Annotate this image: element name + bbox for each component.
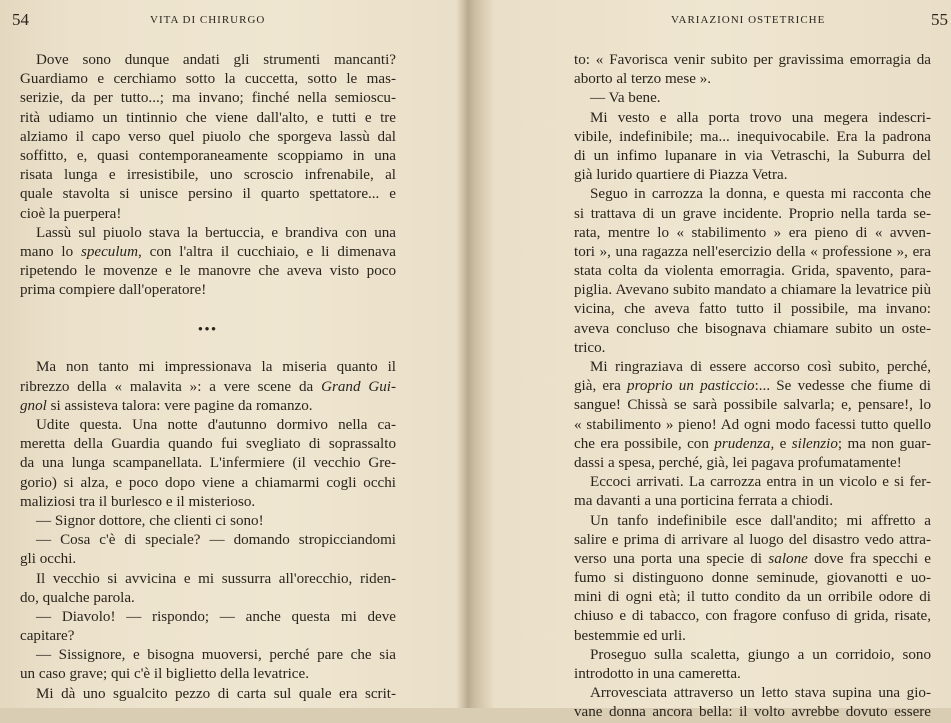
text-line: — Diavolo! — rispondo; — anche questa mi deve [36,608,396,625]
text-line: che era possibile, con prudenza, e silenzio; ma non guar- [574,435,931,452]
text-line: tori », una ragazza nell'esercizio della « professione », era [574,243,931,260]
text-line: Ma non tanto mi impressionava la miseria quanto il [36,359,396,376]
running-title: VARIAZIONI OSTETRICHE [671,14,826,26]
text-line: to: « Favorisca venir subito per gravissima emorragia da [574,52,931,68]
text-line: chiuso e di tabacco, con fragore confuso di grida, risate, [574,608,931,625]
text-line: capitare? [20,628,75,645]
text-line: ripetendo le movenze e le manovre che aveva visto poco [20,263,396,280]
text-line: piglia. Avevano subito mandato a chiamare la levatrice più [574,282,931,299]
text-line: Mi ringraziava di essere accorso così subito, perché, [590,359,931,375]
text-line: fumo si distinguono donne seminude, giovanotti e uo- [574,570,931,587]
right-page-text [574,51,931,723]
text-line: Mi vesto e alla porta trovo una megera indescri- [590,109,931,126]
section-separator: ••• [198,321,218,337]
text-line: serizie, da per tutto...; ma invano; finché nella semioscu- [20,90,396,107]
text-line: aveva concluso che bisognava chiamare subito un oste- [574,320,931,337]
text-block [20,51,396,300]
page-number: 54 [12,10,29,29]
text-block [20,358,396,703]
text-line: soffitto, e, quasi contemporaneamente scoppiamo in una [20,147,396,164]
text-line: ribrezzo della « malavita »: a vere scene da Grand Gui- [20,378,397,395]
text-line: introdotto in una cameretta. [574,666,741,682]
text-line: dassi a spesa, perché, già, lei pagava profumatamente! [574,454,902,471]
text-line: Proseguo sulla scaletta, giungo a un corridoio, sono [590,646,931,663]
text-line: mini di ogni età; il tutto condito da un orribile odore di [574,589,931,606]
text-line: Seguo in carrozza la donna, e questa mi racconta che [590,186,931,203]
text-line: Eccoci arrivati. La carrozza entra in un vicolo e si fer- [590,474,931,491]
text-line: gorio) si alza, e poco dopo viene a chiamarmi cogli occhi [20,474,396,491]
text-line: vicina, che aveva fatto tutto il possibile, ma invano: [574,301,931,318]
text-line: un caso grave; qui c'è il biglietto della levatrice. [20,666,309,683]
text-line: Un tanfo indefinibile esce dall'andito; mi affretto a [590,512,931,529]
text-line: cioè la puerpera! [20,205,122,222]
left-page-text [20,51,396,704]
text-line: maliziosi tra il burlesco e il misterioso. [20,493,256,510]
text-line: quale stavolta si unisce persino il quarto spettatore... e [20,186,396,203]
text-line: bestemmie ed urli. [574,627,686,644]
text-line: Lassù sul piuolo stava la bertuccia, e brandiva con una [36,224,396,241]
text-line: Arrovesciata attraverso un letto stava supina una gio- [590,685,931,702]
text-line: sangue! Chissà se sarà possibile salvarla; e, pensare!, lo [574,397,931,414]
page-number: 55 [931,10,948,29]
text-line: prima compiere dall'operatore! [20,282,207,299]
text-line: Guardiamo e cerchiamo sotto la cuccetta, sotto le mas- [20,71,396,88]
text-line: rità udiamo un tintinnio che viene dall'alto, e tutti e tre [20,109,396,126]
text-line: — Signor dottore, che clienti ci sono! [36,512,264,529]
text-line: meretta della Guardia quando fui svegliato di soprassalto [20,436,396,453]
text-line: si trattava di un grave incidente. Proprio nella tarda se- [574,205,931,222]
text-line: « stabilimento » pieno! Ad ogni modo facessi tutto quello [574,416,931,433]
text-line: vane donna ancora bella: il volto avrebbe dovuto essere [574,704,931,721]
text-line: di un infimo lupanare in via Vetraschi, la Suburra del [574,147,931,164]
left-page [0,0,476,708]
text-line: già lurido quartiere di Piazza Vetra. [574,167,788,184]
text-line: — Va bene. [590,90,661,107]
text-block [574,51,931,723]
text-line: Il vecchio si avvicina e mi sussurra all'orecchio, riden- [36,570,396,587]
right-page [476,0,951,721]
text-line: aborto al terzo mese ». [574,71,712,88]
text-line: Mi dà uno sgualcito pezzo di carta sul quale era scrit- [36,685,396,702]
text-line: trico. [574,339,606,356]
text-line: — Sissignore, e bisogna muoversi, perché pare che sia [36,647,396,664]
text-line: do, qualche parola. [20,589,135,606]
text-line: gli occhi. [20,551,77,568]
text-line: stata colta da violenta emorragia. Grida, spavento, para- [574,263,931,280]
text-line: vibile, indefinibile; ma... inequivocabile. Era la padrona [574,128,931,145]
text-line: verso una porta una specie di salone dove fra specchi e [574,550,931,567]
text-line: da una lunga scampanellata. L'infermiere (il vecchio Gre- [20,455,396,472]
text-line: già, era proprio un pasticcio:... Se vedesse che fiume di [574,378,931,395]
text-line: risata lunga e irresistibile, uno scroscio infrenabile, al [20,167,396,184]
text-line: alziamo il capo verso quel piuolo che sporgeva lassù dal [20,128,396,145]
text-line: Dove sono dunque andati gli strumenti mancanti? [36,52,396,68]
running-title: VITA DI CHIRURGO [150,14,266,26]
text-line: mano lo speculum, con l'altra il cucchiaio, e li dimenava [20,243,396,260]
text-line: ma davanti a una porticina ferrata a chiodi. [574,493,833,510]
text-line: salire e prima di arrivare al luogo del disastro vedo attra- [574,531,931,548]
text-line: Udite questa. Una notte d'autunno dormivo nella ca- [36,417,396,433]
text-line: rata, mentre lo « stabilimento » era pieno di « avven- [574,224,931,241]
text-line: — Cosa c'è di speciale? — domando stropicciandomi [36,532,396,549]
text-line: gnol si assisteva talora: vere pagine da romanzo. [20,397,313,414]
